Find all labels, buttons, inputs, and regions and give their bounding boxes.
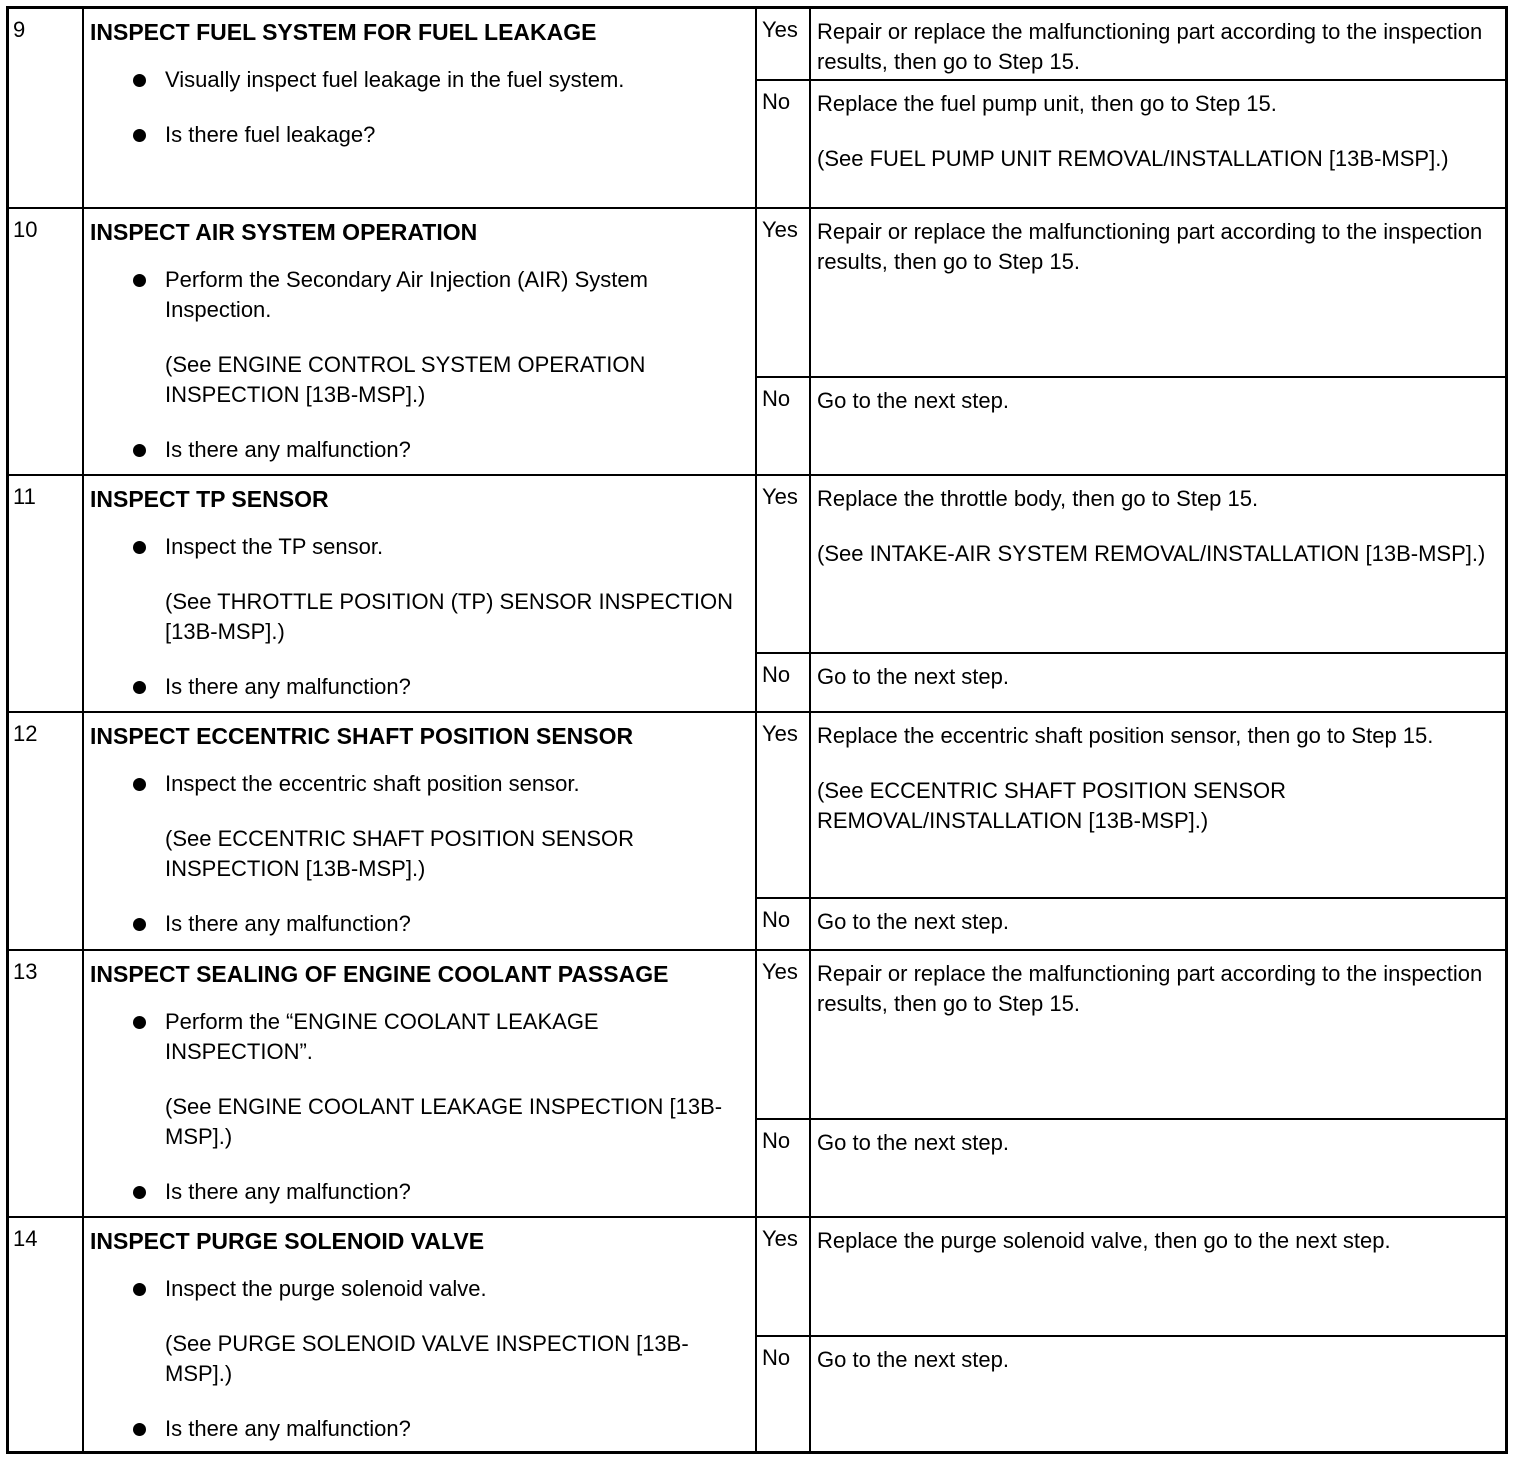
yes-result [757, 209, 1505, 378]
bullet-item [90, 909, 755, 939]
no-label: No [757, 378, 811, 474]
yes-action [811, 713, 1505, 861]
bullet-text: Is there any malfunction? [165, 1179, 411, 1204]
no-result [757, 1337, 1505, 1451]
bullet-icon [133, 1283, 146, 1296]
bullet-item [90, 1177, 755, 1207]
step-row [9, 476, 1505, 713]
yes-result [757, 9, 1505, 81]
yes-label: Yes [757, 1218, 811, 1335]
action-text: Repair or replace the malfunctioning part according to the inspection results, then go to Step 15. [817, 219, 1483, 274]
bullet-icon [133, 444, 146, 457]
no-result [757, 81, 1505, 207]
step-number: 10 [9, 209, 84, 474]
yes-label: Yes [757, 951, 811, 1118]
bullet-text: Is there any malfunction? [165, 911, 411, 936]
reference-text: (See ENGINE CONTROL SYSTEM OPERATION INSPECTION [13B-MSP].) [165, 352, 646, 407]
no-action [811, 1120, 1505, 1183]
no-result [757, 899, 1505, 949]
bullet-text: Is there any malfunction? [165, 1416, 411, 1441]
action-text: Go to the next step. [817, 664, 1010, 689]
bullet-icon [133, 778, 146, 791]
bullet-icon [133, 74, 146, 87]
yes-action [811, 476, 1505, 594]
bullet-item [90, 1414, 755, 1444]
bullet-item [90, 435, 755, 465]
reference-text: (See INTAKE-AIR SYSTEM REMOVAL/INSTALLATION [13B-MSP].) [817, 541, 1486, 566]
no-action [811, 81, 1505, 199]
step-title: INSPECT SEALING OF ENGINE COOLANT PASSAGE [90, 961, 669, 987]
yes-label: Yes [757, 713, 811, 897]
bullet-text: Perform the Secondary Air Injection (AIR) System Inspection. [165, 267, 648, 322]
yes-action [811, 209, 1505, 302]
step-inspection [84, 951, 757, 1216]
reference-text: (See ECCENTRIC SHAFT POSITION SENSOR INSPECTION [13B-MSP].) [165, 826, 635, 881]
action-text: Replace the eccentric shaft position sensor, then go to Step 15. [817, 723, 1434, 748]
step-number: 11 [9, 476, 84, 711]
step-inspection [84, 713, 757, 949]
no-action [811, 1337, 1505, 1400]
step-number: 12 [9, 713, 84, 949]
step-row [9, 209, 1505, 476]
step-title: INSPECT AIR SYSTEM OPERATION [90, 219, 478, 245]
yes-result [757, 476, 1505, 654]
action-text: Repair or replace the malfunctioning part according to the inspection results, then go to Step 15. [817, 961, 1483, 1016]
bullet-text: Perform the “ENGINE COOLANT LEAKAGE INSPECTION”. [165, 1009, 599, 1064]
no-result [757, 654, 1505, 711]
no-action [811, 378, 1505, 441]
bullet-icon [133, 274, 146, 287]
action-text: Replace the throttle body, then go to Step 15. [817, 486, 1259, 511]
bullet-item [90, 672, 755, 702]
bullet-item [90, 769, 755, 799]
no-action [811, 654, 1505, 717]
reference-text: (See FUEL PUMP UNIT REMOVAL/INSTALLATION [13B-MSP].) [817, 146, 1449, 171]
yes-label: Yes [757, 476, 811, 652]
step-inspection [84, 209, 757, 474]
step-row [9, 1218, 1505, 1451]
step-number: 13 [9, 951, 84, 1216]
no-label: No [757, 899, 811, 949]
bullet-icon [133, 129, 146, 142]
step-title: INSPECT PURGE SOLENOID VALVE [90, 1228, 485, 1254]
step-inspection [84, 476, 757, 711]
action-text: Go to the next step. [817, 1130, 1010, 1155]
yes-label: Yes [757, 209, 811, 376]
no-label: No [757, 1337, 811, 1451]
yes-action [811, 1218, 1505, 1281]
bullet-item [90, 120, 755, 150]
action-text: Go to the next step. [817, 388, 1010, 413]
step-inspection [84, 9, 757, 207]
step-row [9, 713, 1505, 951]
yes-action [811, 951, 1505, 1044]
action-text: Go to the next step. [817, 1347, 1010, 1372]
bullet-item [90, 65, 755, 95]
step-row [9, 9, 1505, 209]
action-text: Replace the fuel pump unit, then go to Step 15. [817, 91, 1277, 116]
action-text: Replace the purge solenoid valve, then go to the next step. [817, 1228, 1391, 1253]
no-result [757, 378, 1505, 474]
step-title: INSPECT TP SENSOR [90, 486, 329, 512]
action-text: Repair or replace the malfunctioning part according to the inspection results, then go to Step 15. [817, 19, 1483, 74]
yes-label: Yes [757, 9, 811, 79]
no-label: No [757, 81, 811, 207]
bullet-text: Visually inspect fuel leakage in the fuel system. [165, 67, 625, 92]
step-title: INSPECT ECCENTRIC SHAFT POSITION SENSOR [90, 723, 634, 749]
bullet-text: Inspect the TP sensor. [165, 534, 384, 559]
bullet-item [90, 1007, 755, 1067]
reference-text: (See ENGINE COOLANT LEAKAGE INSPECTION [13B-MSP].) [165, 1094, 723, 1149]
reference-text: (See PURGE SOLENOID VALVE INSPECTION [13B-MSP].) [165, 1331, 689, 1386]
yes-result [757, 1218, 1505, 1337]
no-label: No [757, 1120, 811, 1216]
action-text: Go to the next step. [817, 909, 1010, 934]
bullet-icon [133, 1423, 146, 1436]
bullet-icon [133, 918, 146, 931]
bullet-icon [133, 681, 146, 694]
bullet-icon [133, 541, 146, 554]
bullet-item [90, 532, 755, 562]
step-title: INSPECT FUEL SYSTEM FOR FUEL LEAKAGE [90, 19, 597, 45]
bullet-text: Is there any malfunction? [165, 674, 411, 699]
reference-text: (See THROTTLE POSITION (TP) SENSOR INSPECTION [13B-MSP].) [165, 589, 734, 644]
bullet-text: Inspect the purge solenoid valve. [165, 1276, 487, 1301]
bullet-text: Inspect the eccentric shaft position sensor. [165, 771, 580, 796]
step-number: 14 [9, 1218, 84, 1451]
no-result [757, 1120, 1505, 1216]
no-label: No [757, 654, 811, 711]
step-row [9, 951, 1505, 1218]
bullet-text: Is there fuel leakage? [165, 122, 376, 147]
reference-text: (See ECCENTRIC SHAFT POSITION SENSOR REMOVAL/INSTALLATION [13B-MSP].) [817, 778, 1287, 833]
diagnostic-procedure-table [6, 6, 1508, 1454]
bullet-icon [133, 1016, 146, 1029]
step-number: 9 [9, 9, 84, 207]
bullet-item [90, 265, 755, 325]
bullet-text: Is there any malfunction? [165, 437, 411, 462]
bullet-item [90, 1274, 755, 1304]
yes-result [757, 713, 1505, 899]
step-inspection [84, 1218, 757, 1451]
bullet-icon [133, 1186, 146, 1199]
yes-result [757, 951, 1505, 1120]
